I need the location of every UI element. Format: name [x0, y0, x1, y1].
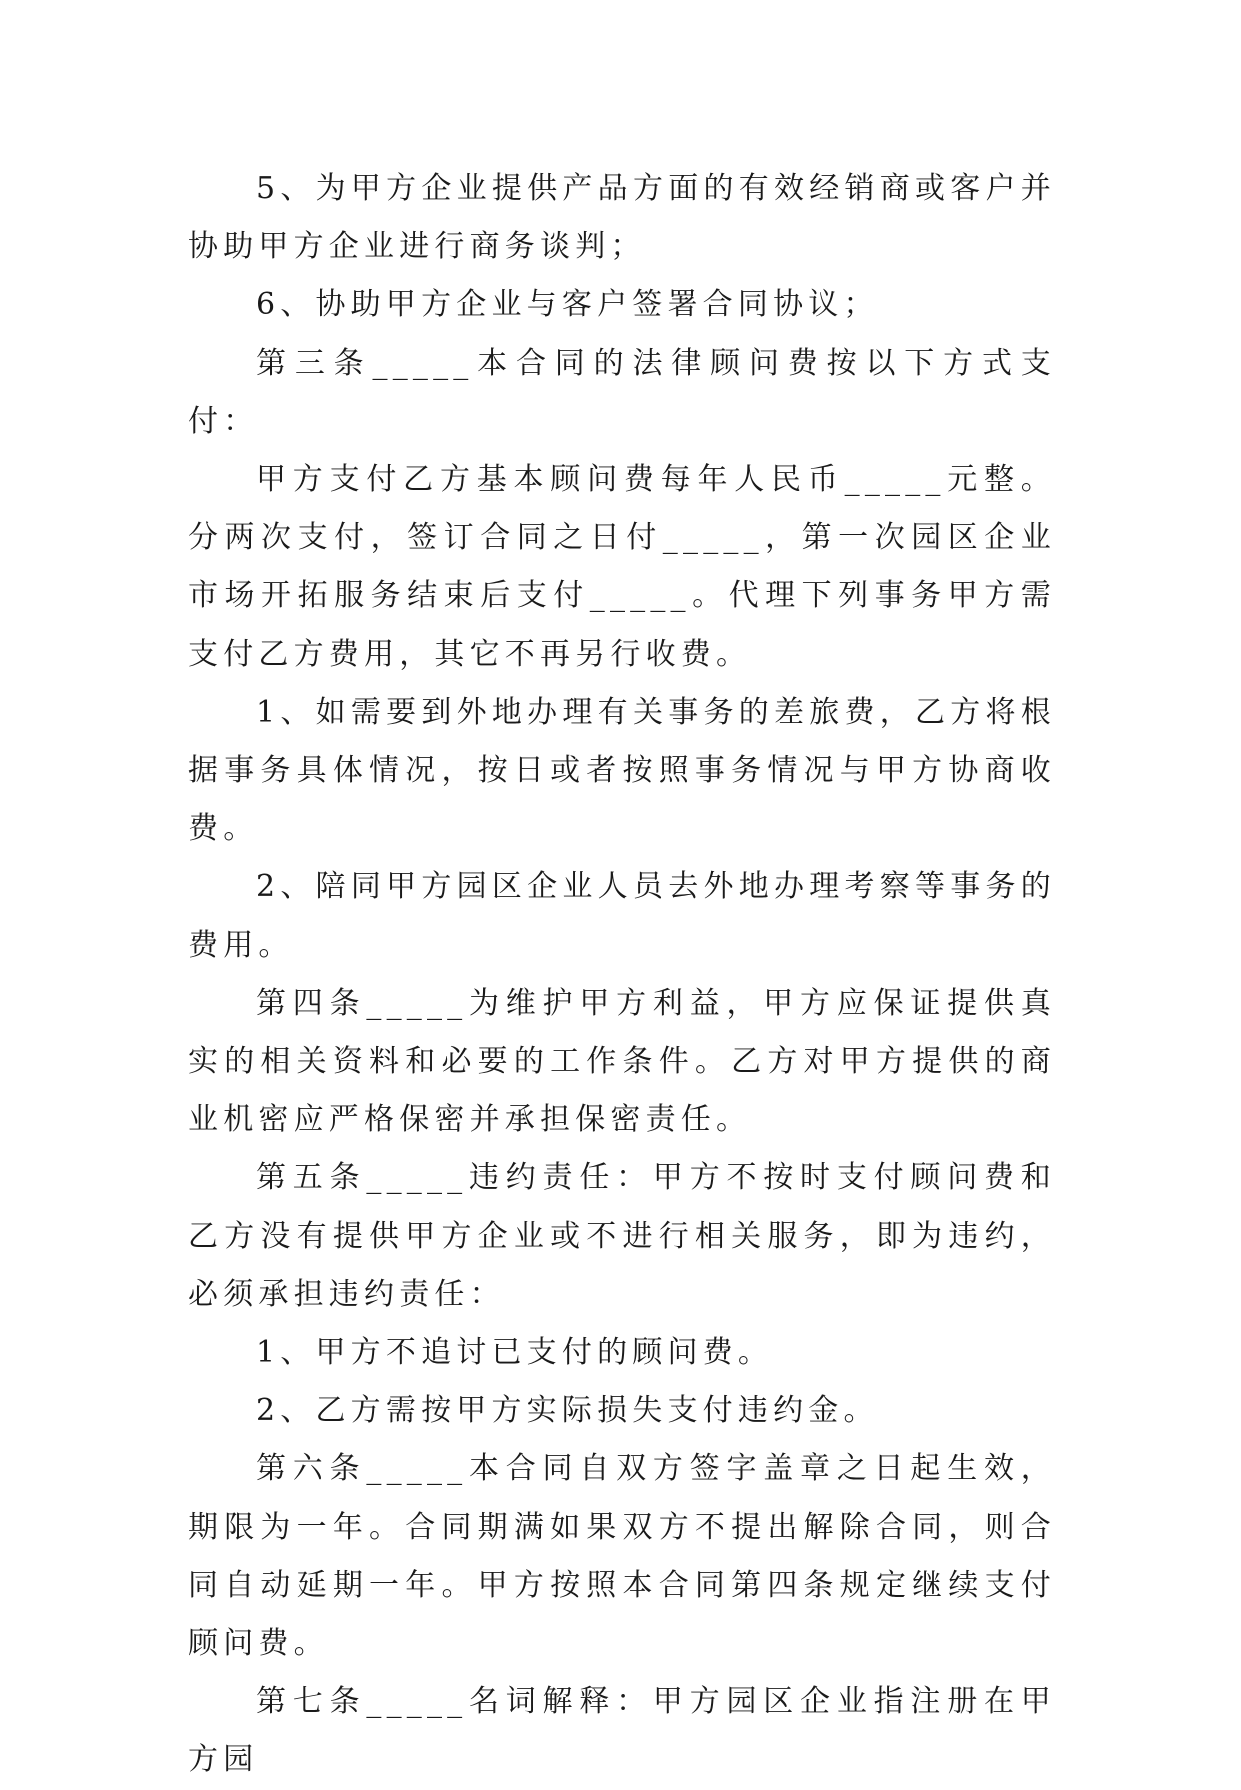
paragraph-fee-item-1: 1、如需要到外地办理有关事务的差旅费，乙方将根据事务具体情况，按日或者按照事务情况与甲方协商收费。 — [188, 694, 1056, 847]
paragraph-fee-item-2: 2、陪同甲方园区企业人员去外地办理考察等事务的费用。 — [188, 869, 1056, 963]
paragraph-item-5: 5、为甲方企业提供产品方面的有效经销商或客户并协助甲方企业进行商务谈判； — [188, 171, 1056, 265]
paragraph-fee-payment: 甲方支付乙方基本顾问费每年人民币_____元整。分两次支付，签订合同之日付_____，第一次园区企业市场开拓服务结束后支付_____。代理下列事务甲方需支付乙方费用，其它不再另行收费。 — [188, 462, 1056, 672]
paragraph-item-6: 6、协助甲方企业与客户签署合同协议； — [256, 287, 879, 323]
paragraph-article-4: 第四条_____为维护甲方利益，甲方应保证提供真实的相关资料和必要的工作条件。乙方对甲方提供的商业机密应严格保密并承担保密责任。 — [188, 985, 1056, 1138]
paragraph-breach-item-1: 1、甲方不追讨已支付的顾问费。 — [256, 1335, 774, 1371]
paragraph-article-3: 第三条_____本合同的法律顾问费按以下方式支付： — [188, 345, 1056, 439]
paragraph-article-5: 第五条_____违约责任：甲方不按时支付顾问费和乙方没有提供甲方企业或不进行相关服务，即为违约，必须承担违约责任： — [188, 1160, 1056, 1312]
paragraph-article-7: 第七条_____名词解释：甲方园区企业指注册在甲方园 — [188, 1684, 1056, 1778]
paragraph-article-6: 第六条_____本合同自双方签字盖章之日起生效，期限为一年。合同期满如果双方不提出解除合同，则合同自动延期一年。甲方按照本合同第四条规定继续支付顾问费。 — [188, 1451, 1056, 1662]
paragraph-breach-item-2: 2、乙方需按甲方实际损失支付违约金。 — [256, 1393, 879, 1429]
document-body — [188, 160, 1056, 1790]
